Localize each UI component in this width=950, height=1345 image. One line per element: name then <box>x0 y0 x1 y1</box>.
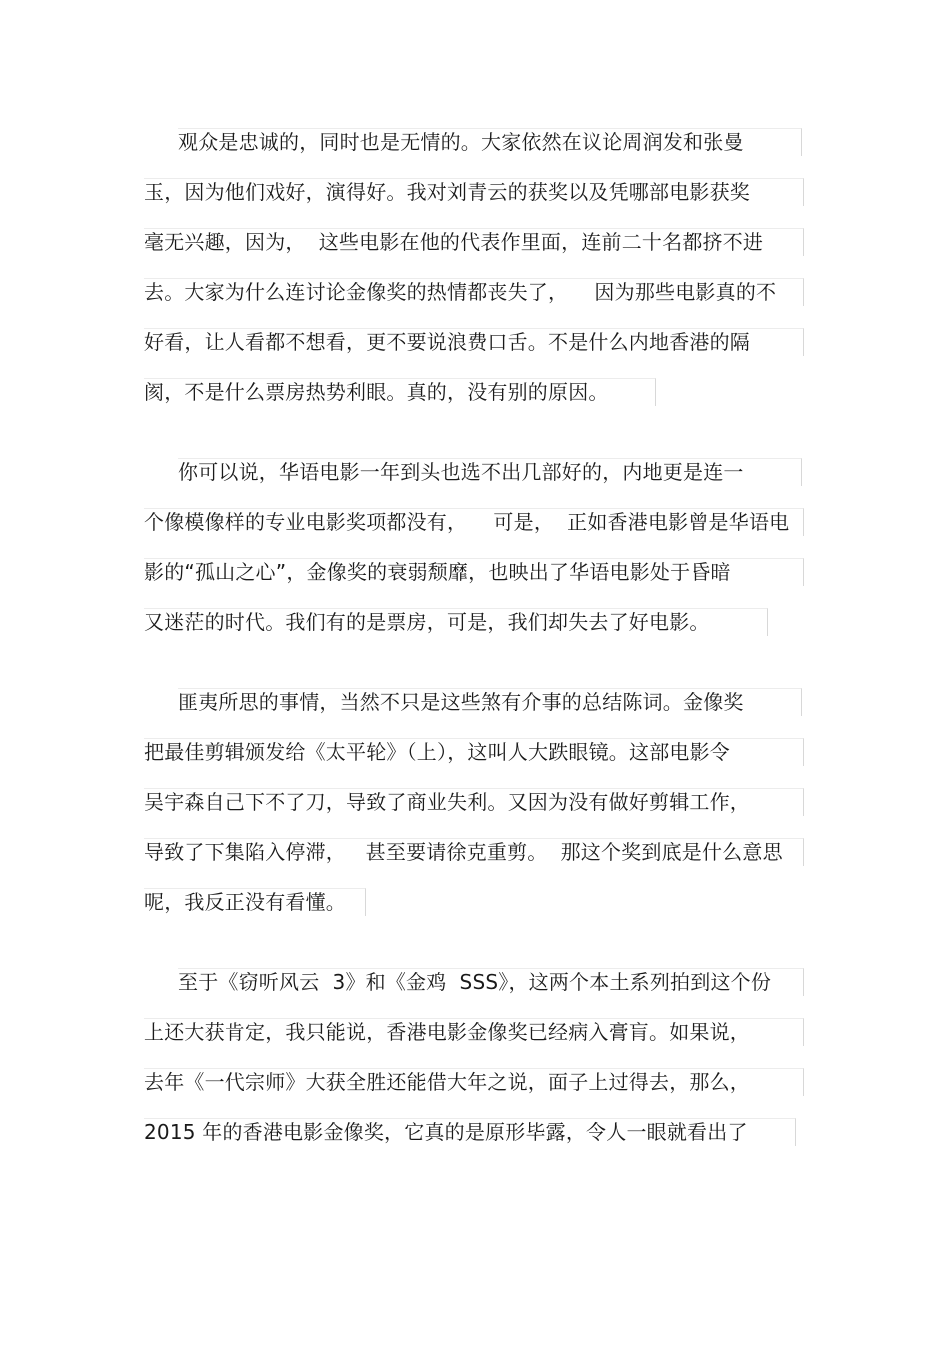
text-line: 上还大获肯定，我只能说，香港电影金像奖已经病入膏肓。如果说， <box>144 1018 804 1046</box>
text-line: 影的“孤山之心”，金像奖的衰弱颓靡，也映出了华语电影处于昏暗 <box>144 558 804 586</box>
text-line: 至于《窃听风云 3》和《金鸡 SSS》，这两个本土系列拍到这个份 <box>178 968 804 996</box>
text-line: 去。大家为什么连讨论金像奖的热情都丧失了， 因为那些电影真的不 <box>144 278 804 306</box>
text-line: 观众是忠诚的，同时也是无情的。大家依然在议论周润发和张曼 <box>178 128 802 156</box>
text-line: 匪夷所思的事情，当然不只是这些煞有介事的总结陈词。金像奖 <box>178 688 802 716</box>
text-line: 毫无兴趣，因为， 这些电影在他的代表作里面，连前二十名都挤不进 <box>144 228 804 256</box>
text-line: 个像模像样的专业电影奖项都没有， 可是， 正如香港电影曾是华语电 <box>144 508 804 536</box>
text-line: 又迷茫的时代。我们有的是票房，可是，我们却失去了好电影。 <box>144 608 768 636</box>
text-line: 2015 年的香港电影金像奖，它真的是原形毕露，令人一眼就看出了 <box>144 1118 796 1146</box>
text-line: 把最佳剪辑颁发给《太平轮》（上），这叫人大跌眼镜。这部电影令 <box>144 738 804 766</box>
text-line: 玉，因为他们戏好，演得好。我对刘青云的获奖以及凭哪部电影获奖 <box>144 178 804 206</box>
text-line: 去年《一代宗师》大获全胜还能借大年之说，面子上过得去，那么， <box>144 1068 804 1096</box>
text-line: 导致了下集陷入停滞， 甚至要请徐克重剪。 那这个奖到底是什么意思 <box>144 838 804 866</box>
text-line: 吴宇森自己下不了刀，导致了商业失利。又因为没有做好剪辑工作， <box>144 788 804 816</box>
text-line: 好看，让人看都不想看，更不要说浪费口舌。不是什么内地香港的隔 <box>144 328 804 356</box>
text-line: 阂，不是什么票房热势利眼。真的，没有别的原因。 <box>144 378 656 406</box>
text-line: 呢，我反正没有看懂。 <box>144 888 366 916</box>
text-line: 你可以说，华语电影一年到头也选不出几部好的，内地更是连一 <box>178 458 802 486</box>
